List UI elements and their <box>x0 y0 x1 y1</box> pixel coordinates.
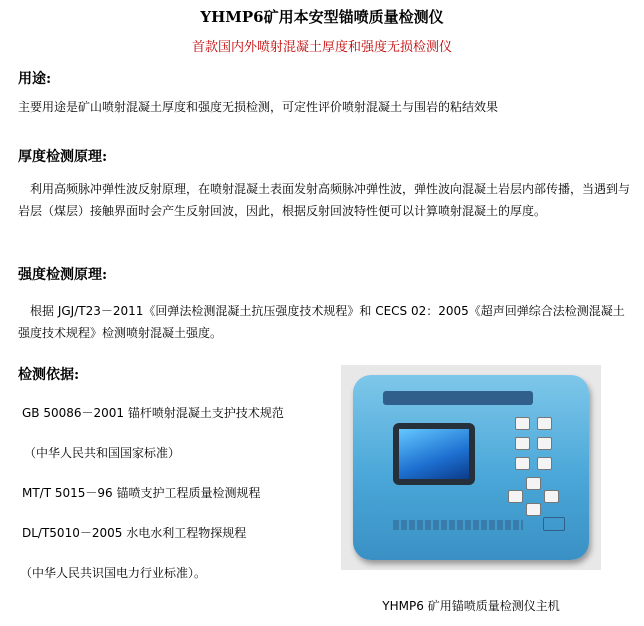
thickness-text: 利用高频脉冲弹性波反射原理，在喷射混凝土表面发射高频脉冲弹性波，弹性波向混凝土岩层内部传播，当遇到与岩层（煤层）接触界面时会产生反射回波，因此，根据反射回波特性便可以计算喷射混凝土的厚度。 <box>18 182 631 218</box>
device-body <box>353 375 589 560</box>
device-key <box>515 457 530 470</box>
device-key <box>526 477 541 490</box>
basis-line: DL/T5010－2005 水电水利工程物探规程 <box>22 526 247 540</box>
basis-line: （中华人民共识国电力行业标准）。 <box>20 566 207 580</box>
usage-text: 主要用途是矿山喷射混凝土厚度和强度无损检测，可定性评价喷射混凝土与围岩的粘结效果 <box>18 100 499 114</box>
strength-text: 根据 JGJ/T23－2011《回弹法检测混凝土抗压强度技术规程》和 CECS 02：2005《超声回弹综合法检测混凝土强度技术规程》检测喷射混凝土强度。 <box>18 304 625 340</box>
device-key <box>508 490 523 503</box>
device-key <box>515 417 530 430</box>
device-screen <box>399 429 469 479</box>
strength-heading: 强度检测原理: <box>18 267 108 283</box>
basis-line: MT/T 5015－96 锚喷支护工程质量检测规程 <box>22 486 261 500</box>
device-photo <box>341 365 601 570</box>
page-title: YHMP6矿用本安型锚喷质量检测仪 <box>200 8 444 26</box>
page-subtitle: 首款国内外喷射混凝土厚度和强度无损检测仪 <box>191 40 452 55</box>
device-screen-frame <box>393 423 475 485</box>
basis-line: （中华人民共和国国家标准） <box>24 446 181 460</box>
device-manufacturer-text <box>393 520 523 530</box>
device-key <box>537 437 552 450</box>
figure-caption: YHMP6 矿用锚喷质量检测仪主机 <box>382 599 560 613</box>
basis-heading: 检测依据: <box>18 367 80 383</box>
device-label-plate <box>383 391 533 405</box>
device-key <box>544 490 559 503</box>
basis-line: GB 50086－2001 锚杆喷射混凝土支护技术规范 <box>22 406 284 420</box>
thickness-heading: 厚度检测原理: <box>18 149 108 165</box>
device-key <box>526 503 541 516</box>
usage-heading: 用途: <box>18 71 52 87</box>
device-key <box>515 437 530 450</box>
device-badge <box>543 517 565 531</box>
device-key <box>537 457 552 470</box>
device-key <box>537 417 552 430</box>
